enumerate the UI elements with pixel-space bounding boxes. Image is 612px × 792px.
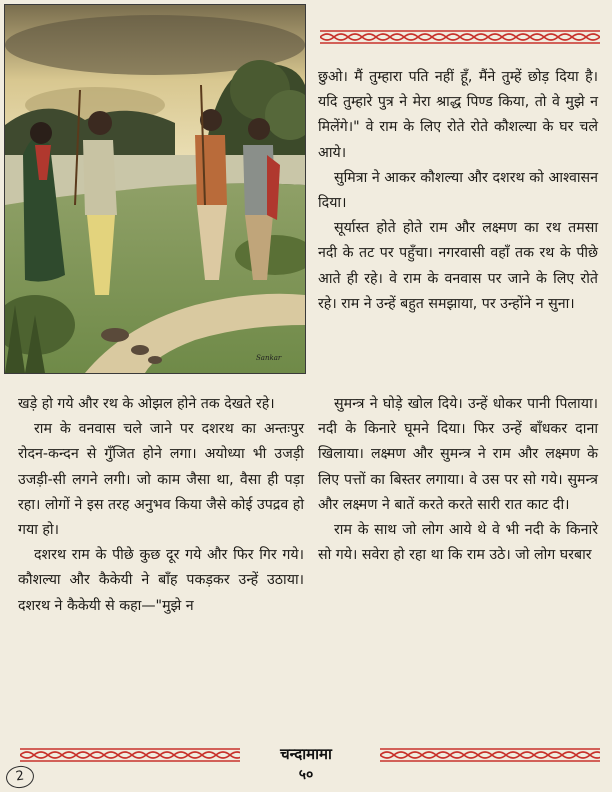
- paragraph: सुमन्त्र ने घोड़े खोल दिये। उन्हें धोकर पानी पिलाया। नदी के किनारे घूमने दिया। फिर उन्हें बाँधकर दाना खिलाया। लक्ष्मण और सुमन्त्र ने राम और लक्ष्मण के लिए पत्तों का बिस्तर लगाया। वे उस पर सो गये। सुमन्त्र और लक्ष्मण ने बातें करते करते सारी रात काट दी।: [318, 396, 598, 513]
- page-number: ५०: [298, 767, 314, 783]
- story-illustration: [4, 4, 306, 374]
- text-column-right-top: [318, 65, 598, 317]
- paragraph: सुमित्रा ने आकर कौशल्या और दशरथ को आश्वासन दिया।: [318, 169, 598, 212]
- paragraph: राम के साथ जो लोग आये थे वे भी नदी के किनारे सो गये। सवेरा हो रहा था कि राम उठे। जो लोग घरबार: [318, 522, 598, 564]
- text-column-right-bottom: [318, 392, 598, 568]
- page-stamp: 2: [5, 764, 36, 790]
- magazine-name: चन्दामामा: [280, 745, 332, 763]
- paragraph: छुओ। मैं तुम्हारा पति नहीं हूँ, मैंने तुम्हें छोड़ दिया है। यदि तुम्हारे पुत्र ने मेरा श्राद्ध पिण्ड किया, तो वे मुझे न मिलेंगे।" वे राम के लिए रोते रोते कौशल्या के घर चले आये।: [318, 69, 598, 161]
- decorative-border-top: [320, 30, 600, 44]
- paragraph: खड़े हो गये और रथ के ओझल होने तक देखते रहे।: [18, 396, 275, 412]
- paragraph: राम के वनवास चले जाने पर दशरथ का अन्तःपुर रोदन-कन्दन से गुँजित होने लगा। अयोध्या भी उजड़ी उजड़ी-सी लगने लगी। जो काम जैसा था, वैसा ही पड़ा रहा। लोगों ने इस तरह अनुभव किया जैसे कोई उपद्रव हो गया हो।: [18, 421, 304, 539]
- artist-signature: Sankar: [256, 354, 282, 362]
- paragraph: सूर्यास्त होते होते राम और लक्ष्मण का रथ तमसा नदी के तट पर पहुँचा। नगरवासी वहाँ तक रथ के पीछे आते ही रहे। वे राम के वनवास पर जाने के लिए रोते रहे। राम ने उन्हें बहुत समझाया, पर उन्होंने न सुना।: [318, 220, 598, 312]
- paragraph: दशरथ राम के पीछे कुछ दूर गये और फिर गिर गये। कौशल्या और कैकेयी ने बाँह पकड़कर उन्हें उठाया। दशरथ ने कैकेयी से कहा—"मुझे न: [18, 547, 304, 614]
- text-column-left: [18, 392, 304, 619]
